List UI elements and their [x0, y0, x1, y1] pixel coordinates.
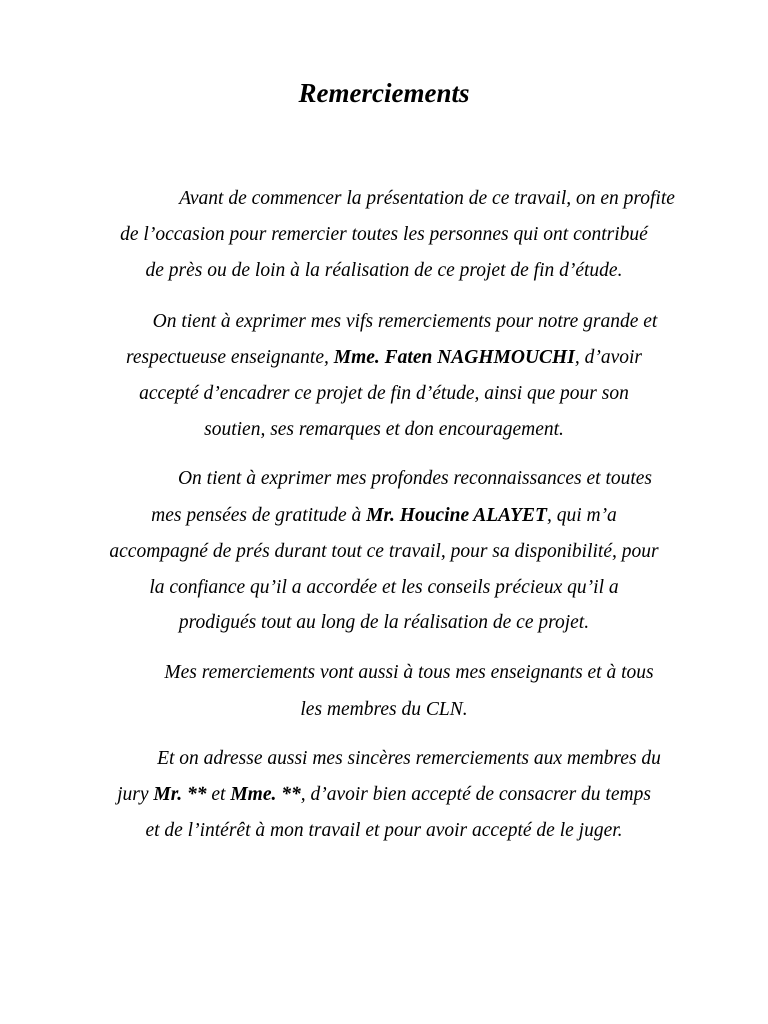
- supervisor-name: Mme. Faten NAGHMOUCHI: [333, 347, 575, 368]
- co-supervisor-name: Mr. Houcine ALAYET: [366, 505, 547, 526]
- paragraph-5-line-2: [0, 782, 768, 808]
- page-title: Remerciements: [298, 78, 470, 108]
- text: , qui m’a: [546, 505, 617, 526]
- paragraph-2-line-4: soutien, ses remarques et don encouragement.: [204, 419, 564, 440]
- paragraph-4-line-2: les membres du CLN.: [300, 699, 468, 720]
- paragraph-3-line-2: [0, 503, 768, 529]
- text: respectueuse enseignante,: [126, 347, 334, 368]
- paragraph-3-line-5: prodigués tout au long de la réalisation de ce projet.: [178, 612, 590, 633]
- text: , d’avoir bien accepté de consacrer du temps: [300, 784, 651, 805]
- text: On tient à exprimer mes profondes reconnaissances et toutes: [177, 468, 653, 489]
- paragraph-2-line-3: accepté d’encadrer ce projet de fin d’étude, ainsi que pour son: [139, 383, 629, 404]
- text: et: [206, 784, 231, 805]
- paragraph-2-line-2: [0, 345, 768, 371]
- text: Avant de commencer la présentation de ce travail, on en profite: [179, 188, 675, 209]
- paragraph-3-line-3: accompagné de prés durant tout ce travail, pour sa disponibilité, pour: [109, 541, 659, 562]
- text: On tient à exprimer mes vifs remerciements pour notre grande et: [152, 311, 658, 332]
- paragraph-4-line-1: [16, 660, 768, 686]
- paragraph-1-line-3: de près ou de loin à la réalisation de ce projet de fin d’étude.: [145, 260, 623, 281]
- paragraph-5-line-3: et de l’intérêt à mon travail et pour avoir accepté de le juger.: [145, 820, 623, 841]
- jury-member-mme: Mme. **: [230, 784, 301, 805]
- text: Mes remerciements vont aussi à tous mes enseignants et à tous: [164, 662, 654, 683]
- text: jury: [117, 784, 154, 805]
- paragraph-2-line-1: [12, 309, 768, 335]
- paragraph-3-line-1: [22, 466, 768, 492]
- paragraph-3-line-4: la confiance qu’il a accordée et les conseils précieux qu’il a: [149, 577, 619, 598]
- paragraph-5-line-1: [16, 746, 768, 772]
- text: Et on adresse aussi mes sincères remerciements aux membres du: [157, 748, 661, 769]
- text: , d’avoir: [574, 347, 642, 368]
- paragraph-1-line-1: [34, 186, 768, 212]
- jury-member-mr: Mr. **: [153, 784, 207, 805]
- text: mes pensées de gratitude à: [151, 505, 367, 526]
- paragraph-1-line-2: de l’occasion pour remercier toutes les personnes qui ont contribué: [120, 224, 648, 245]
